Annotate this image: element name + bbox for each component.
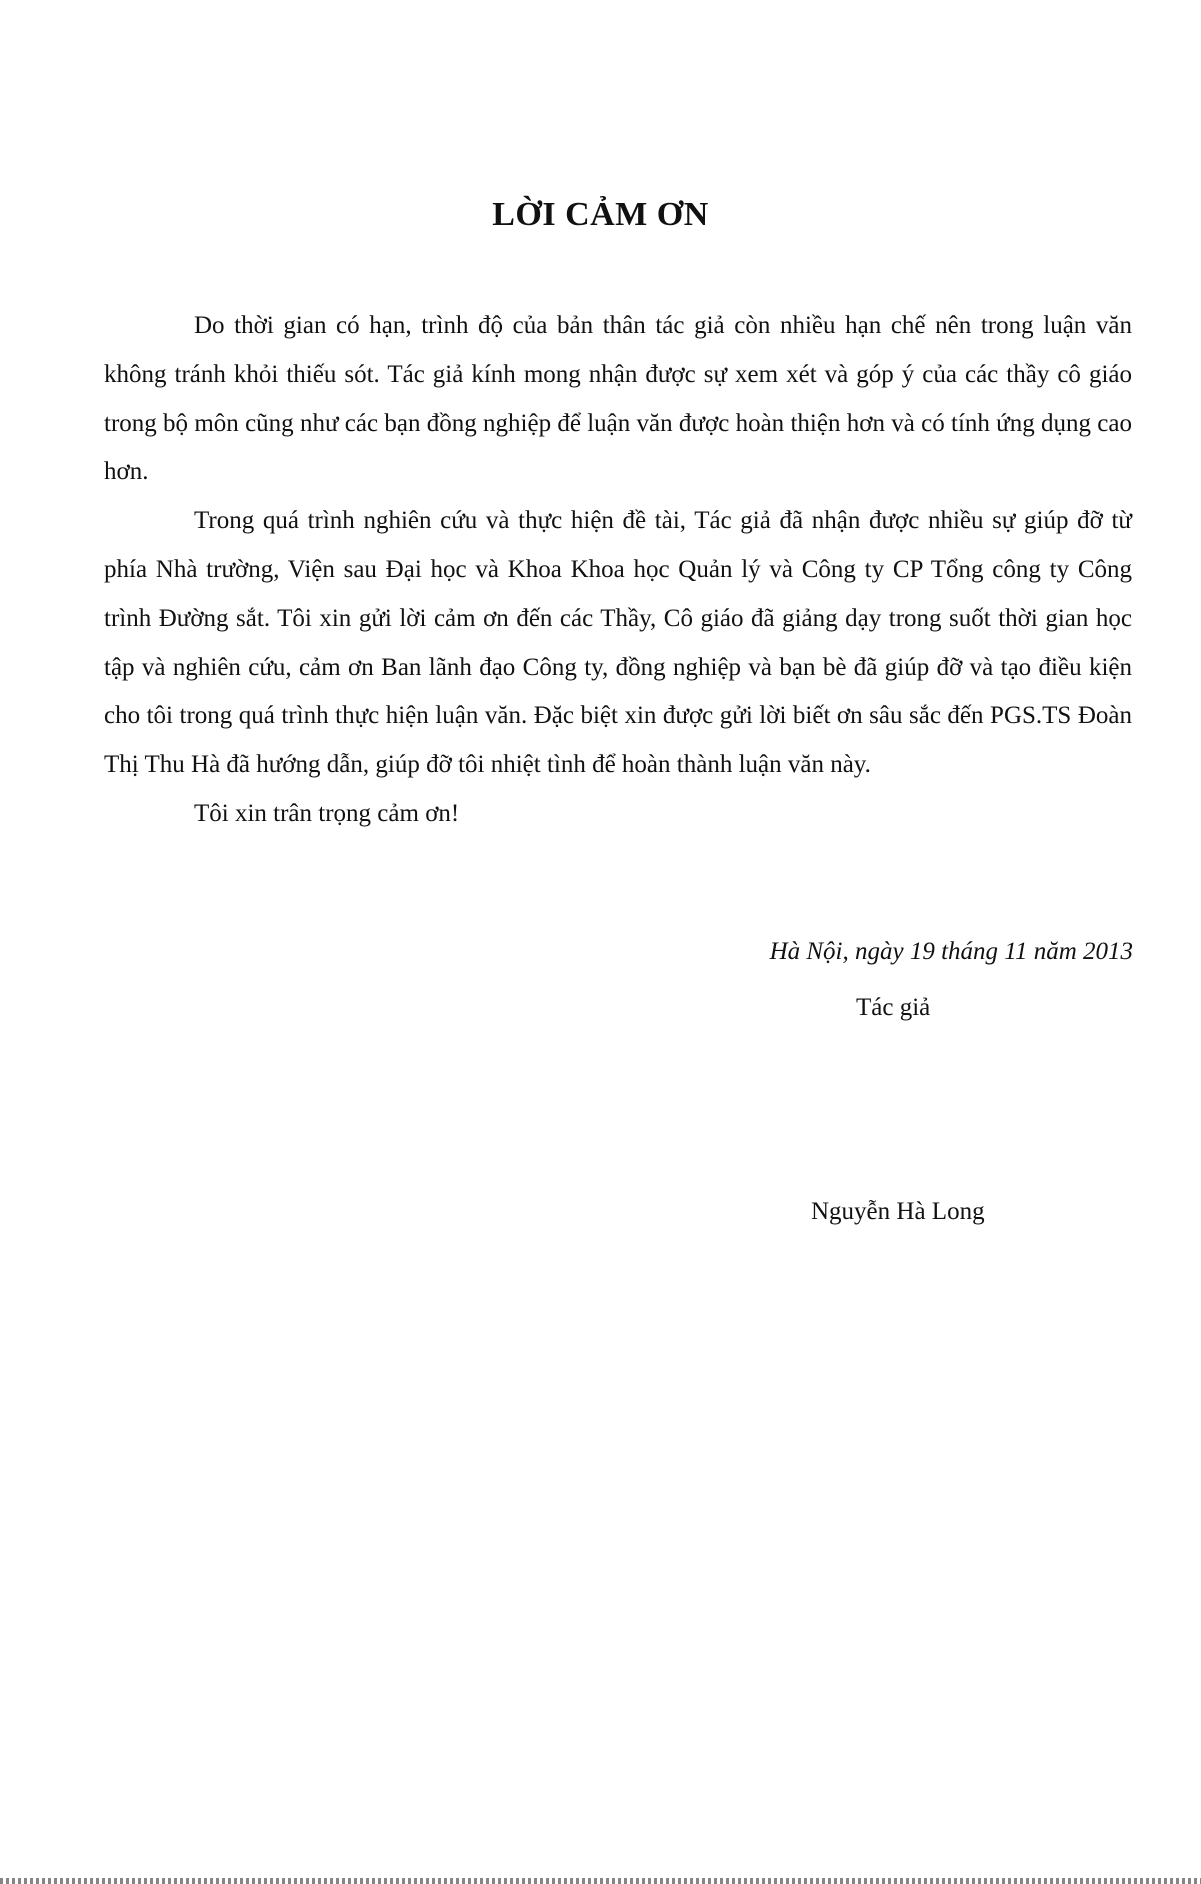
paragraph-1: Do thời gian có hạn, trình độ của bản thân tác giả còn nhiều hạn chế nên trong luận văn không tránh khỏi thiếu sót. Tác giả kính mong nhận được sự xem xét và góp ý của các thầy cô giáo trong bộ môn cũng như các bạn đồng nghiệp để luận văn được hoàn thiện hơn và có tính ứng dụng cao hơn. (104, 312, 1132, 486)
author-name: Nguyễn Hà Long (811, 1198, 985, 1225)
paragraph-2: Trong quá trình nghiên cứu và thực hiện đề tài, Tác giả đã nhận được nhiều sự giúp đỡ từ phía Nhà trường, Viện sau Đại học và Khoa Khoa học Quản lý và Công ty CP Tổng công ty Công trình Đường sắt. Tôi xin gửi lời cảm ơn đến các Thầy, Cô giáo đã giảng dạy trong suốt thời gian học tập và nghiên cứu, cảm ơn Ban lãnh đạo Công ty, đồng nghiệp và bạn bè đã giúp đỡ và tạo điều kiện cho tôi trong quá trình thực hiện luận văn. Đặc biệt xin được gửi lời biết ơn sâu sắc đến PGS.TS Đoàn Thị Thu Hà đã hướng dẫn, giúp đỡ tôi nhiệt tình để hoàn thành luận văn này. (104, 507, 1132, 779)
author-role: Tác giả (856, 994, 931, 1021)
page-title: LỜI CẢM ƠN (492, 196, 709, 233)
body-text (104, 302, 1132, 839)
paragraph-3: Tôi xin trân trọng cảm ơn! (194, 799, 460, 827)
place-date-line: Hà Nội, ngày 19 tháng 11 năm 2013 (769, 938, 1133, 965)
scan-edge-divider (0, 1878, 1201, 1884)
